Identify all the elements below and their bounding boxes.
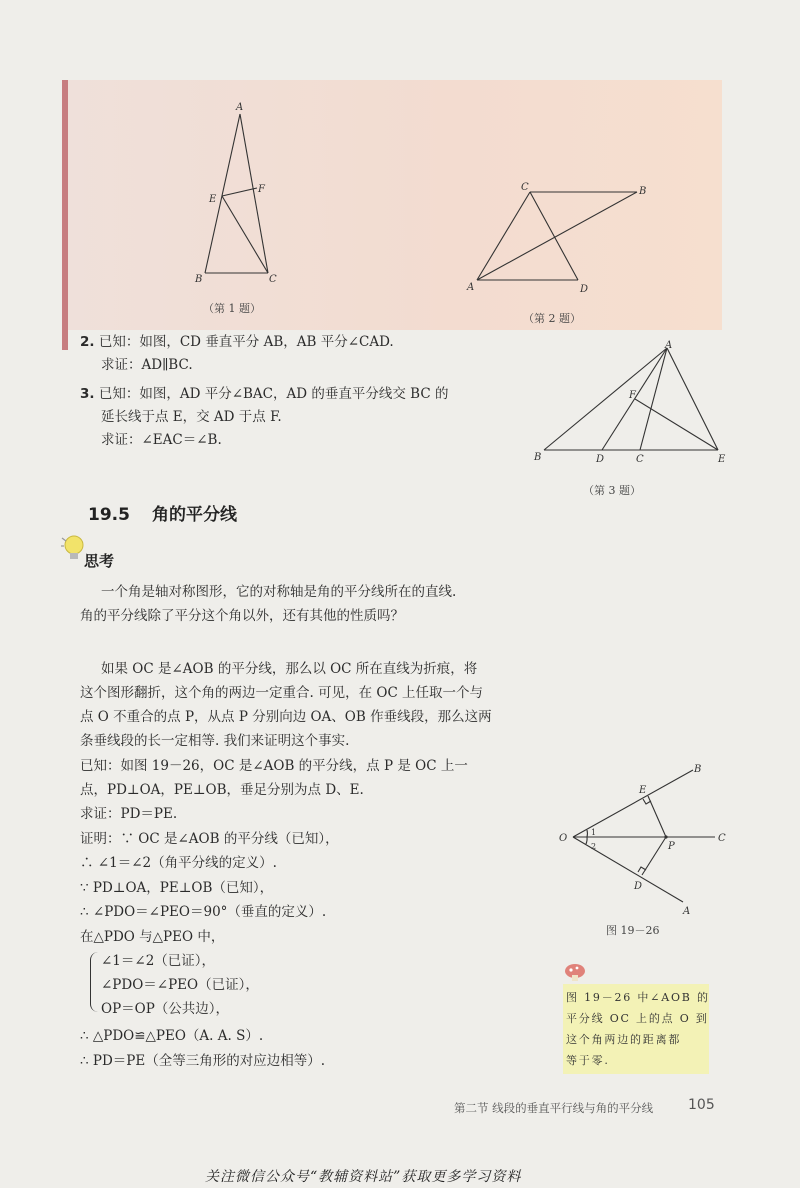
fig3-label-a: A [665,340,673,351]
conclusion-line-1: ∴ △PDO≌△PEO（A. A. S）. [80,1028,264,1044]
fig1-label-b: B [195,274,203,285]
fig4-label-a: A [683,906,691,917]
fig2-line-ca [477,192,530,280]
fig4-angle-2-label: 2 [591,842,597,851]
page-number: 105 [688,1097,715,1113]
watermark-text: 关注微信公众号“教辅资料站”获取更多学习资料 [205,1169,522,1185]
fig1-line-ef [222,188,257,196]
fig4-angle-1-label: 1 [591,828,597,837]
fig4-angle-2-arc [586,837,587,844]
section-title: 角的平分线 [151,505,237,525]
note-line-2: 平分线 OC 上的点 O 到 [566,1012,709,1025]
fig4-label-e: E [639,785,647,796]
fig1-label-e: E [209,194,217,205]
fig4-ray-oa [573,837,683,902]
fig2-line-cd [530,192,578,280]
fig4-label-d: D [634,881,643,892]
fig4-label-c: C [718,833,726,844]
fig3-label-d: D [596,454,605,465]
fig2-line-ab [477,192,637,280]
figure-1 [190,100,290,290]
fig1-label-c: C [269,274,277,285]
fig3-label-b: B [534,452,542,463]
exercise-3-text: 已知：如图，AD 平分∠BAC，AD 的垂直平分线交 BC 的 [98,386,449,402]
fig2-label-a: A [467,282,475,293]
fig1-label-f: F [258,184,265,195]
proof-line-1: 证明：∵ OC 是∠AOB 的平分线（已知）， [80,831,339,847]
fig4-label-p: P [668,841,675,852]
lightbulb-icon [60,534,86,564]
fig2-label-d: D [580,284,589,295]
proof-line-5: 在△PDO 与△PEO 中， [80,929,225,945]
fig2-caption: （第 2 题） [523,312,581,325]
think-heading: 思考 [84,552,115,570]
fig4-caption: 图 19－26 [606,924,660,937]
fig4-label-o: O [559,833,568,844]
proof-line-4: ∴ ∠PDO＝∠PEO＝90°（垂直的定义）. [80,904,327,920]
fig3-line-ac [640,348,667,450]
figure-2 [465,180,645,295]
para1-line-1: 一个角是轴对称图形，它的对称轴是角的平分线所在的直线. [101,584,457,600]
para3-line-2: 点，PD⊥OA，PE⊥OB，垂足分别为点 D、E. [80,782,364,798]
section-heading [88,500,259,525]
exercise-2-line-1 [80,333,394,351]
exercise-3-number: 3. [80,386,95,402]
fig4-point-p [664,835,667,838]
system-line-3: OP＝OP（公共边）， [101,1001,230,1017]
para2-line-4: 条垂线段的长一定相等. 我们来证明这个事实. [80,733,350,749]
exercise-2-line-2: 求证：AD∥BC. [101,357,193,373]
para3-line-1: 已知：如图 19－26，OC 是∠AOB 的平分线，点 P 是 OC 上一 [80,758,468,774]
exercise-3-line-1 [80,385,448,403]
note-line-1: 图 19－26 中∠AOB 的 [566,991,710,1004]
exercise-2-text: 已知：如图，CD 垂直平分 AB，AB 平分∠CAD. [98,334,394,350]
fig3-label-c: C [636,454,644,465]
fig4-segment-pe [648,796,666,837]
exercise-margin-bar [62,80,68,350]
system-line-1: ∠1＝∠2（已证）， [101,953,216,969]
fig2-label-b: B [639,186,647,197]
fig1-caption: （第 1 题） [203,302,261,315]
mushroom-icon [563,962,587,982]
fig4-ray-ob [573,770,693,837]
figure-19-26 [555,760,745,920]
fig3-caption: （第 3 题） [583,484,641,497]
fig3-line-ab [544,348,667,450]
running-footer: 第二节 线段的垂直平行线与角的平分线 [454,1101,654,1115]
prove-line: 求证：PD＝PE. [80,806,178,822]
fig4-label-b: B [694,764,702,775]
fig3-label-f: F [629,390,636,401]
fig1-label-a: A [236,102,244,113]
proof-line-3: ∵ PD⊥OA，PE⊥OB（已知）， [80,880,274,896]
para1-line-2: 角的平分线除了平分这个角以外，还有其他的性质吗？ [80,608,404,624]
fig3-label-e: E [718,454,726,465]
exercise-3-line-3: 求证：∠EAC＝∠B. [101,432,222,448]
para2-line-1: 如果 OC 是∠AOB 的平分线，那么以 OC 所在直线为折痕，将 [101,661,478,677]
note-line-4: 等于零. [566,1054,610,1067]
section-number: 19.5 [88,505,130,525]
figure-3 [532,338,732,468]
fig2-label-c: C [521,182,529,193]
conclusion-line-2: ∴ PD＝PE（全等三角形的对应边相等）. [80,1053,326,1069]
system-line-2: ∠PDO＝∠PEO（已证）， [101,977,259,993]
exercise-2-number: 2. [80,334,95,350]
system-brace [90,952,99,1012]
proof-line-2: ∴ ∠1＝∠2（角平分线的定义）. [80,855,277,871]
note-line-3: 这个角两边的距离都 [566,1033,682,1046]
para2-line-3: 点 O 不重合的点 P，从点 P 分别向边 OA、OB 作垂线段，那么这两 [80,709,492,725]
exercise-3-line-2: 延长线于点 E，交 AD 于点 F. [101,409,282,425]
para2-line-2: 这个图形翻折，这个角的两边一定重合. 可见，在 OC 上任取一个与 [80,685,484,701]
